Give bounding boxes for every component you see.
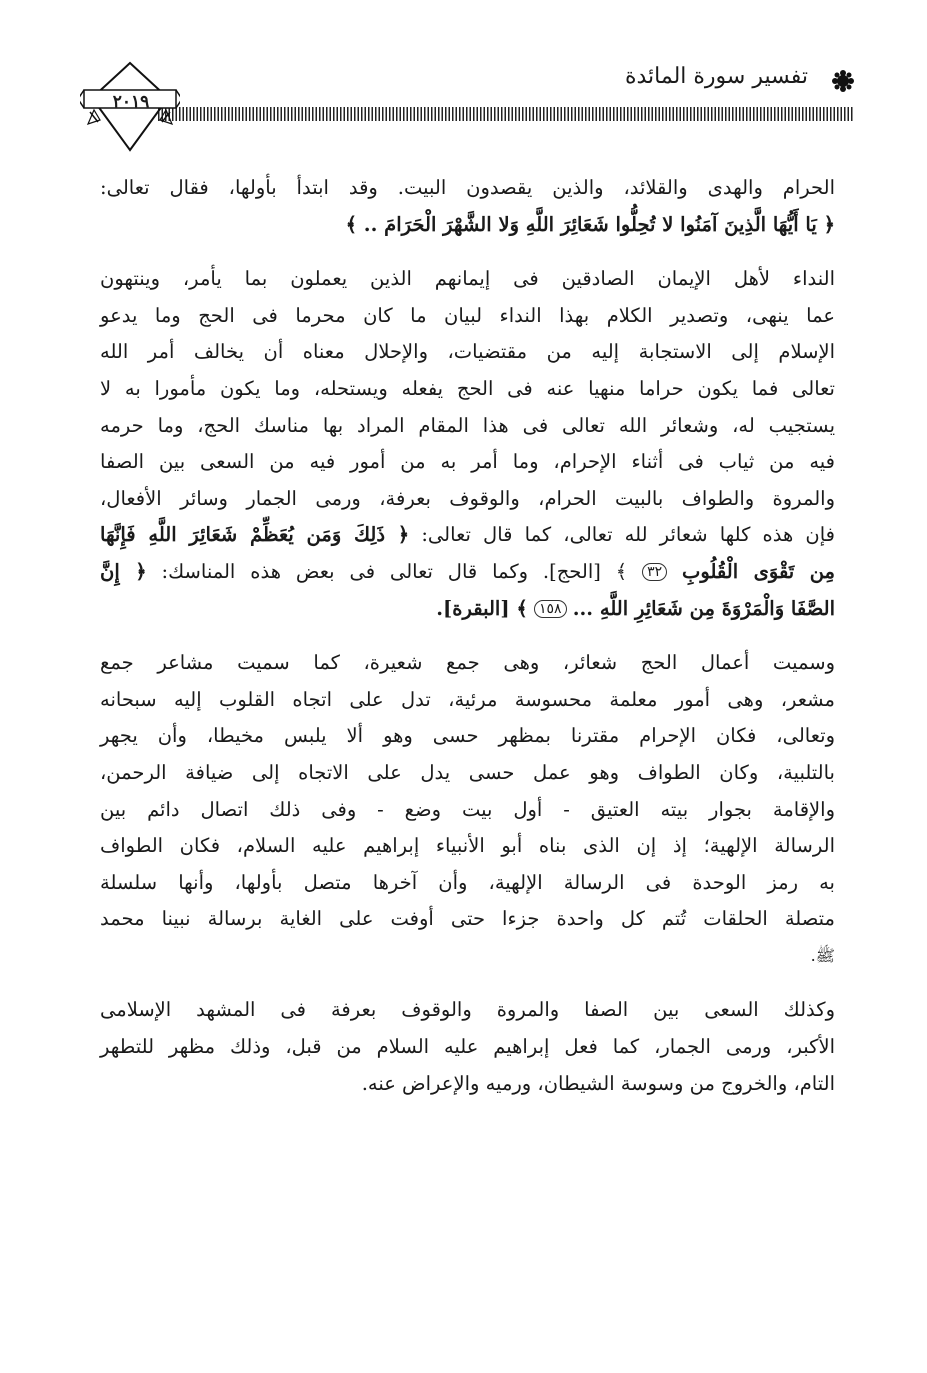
page-header: [80, 60, 860, 155]
ayah-number-badge: ٣٢: [642, 563, 667, 581]
quran-verse-line: ﴿ يَا أَيُّهَا الَّذِينَ آمَنُوا لا تُحِلُّوا شَعَائِرَ اللَّهِ وَلا الشَّهْرَ الْحَرَامَ .. ﴾: [345, 212, 835, 236]
quran-verse-segment: ﴿ إِنَّ: [100, 559, 147, 583]
text-line: [100, 517, 835, 554]
flower-ornament-icon: [832, 70, 854, 92]
paragraph-gap: [100, 243, 835, 261]
text-line: يستجيب له، وشعائر الله تعالى فى هذا المقام المراد بها مناسك الحج، وما حرمه: [100, 413, 835, 437]
text-line: تعالى فما يكون حراما منهيا عنه فى الحج يفعله ويستحله، وما يكون مأمورا به لا: [100, 376, 835, 400]
honorific-line: ﷺ.: [810, 945, 835, 965]
text-line: الأكبر، ورمى الجمار، كما فعل إبراهيم عليه السلام من قبل، وذلك مظهر للتطهر: [100, 1035, 835, 1059]
text-line: فيه من ثياب فى أثناء الإحرام، وما أمر به من أمور فيه من السعى بين الصفا: [100, 450, 835, 474]
text-line: متصلة الحلقات تُتم كل واحدة جزءا حتى أوفت على الغاية برسالة نبينا محمد: [100, 907, 835, 931]
text-line: بالتلبية، وكان الطواف وهو عمل حسى يدل على الاتجاه إلى ضيافة الرحمن،: [100, 760, 835, 784]
text-line: [100, 554, 835, 591]
text-segment: فإن هذه كلها شعائر لله تعالى، كما قال تعالى:: [421, 523, 835, 547]
text-line: الحرام والهدى والقلائد، والذين يقصدون البيت. وقد ابتدأ بأولها، فقال تعالى:: [100, 176, 835, 199]
text-segment: ﴾ [الحج]. وكما قال تعالى فى بعض هذه المناسك:: [161, 559, 628, 583]
text-line: وكذلك السعى بين الصفا والمروة والوقوف بعرفة فى المشهد الإسلامى: [100, 998, 835, 1022]
text-line: [100, 591, 835, 628]
quran-verse-segment: مِن تَقْوَى الْقُلُوبِ: [682, 559, 836, 583]
ayah-number-badge: ١٥٨: [534, 600, 567, 618]
paragraph-gap: [100, 974, 835, 992]
page-number-badge: [80, 60, 180, 155]
text-line: مشعر، وهى أمور معلمة محسوسة مرئية، تدل على اتجاه القلوب إليه سبحانه: [100, 687, 835, 711]
text-line: الرسالة الإلهية؛ إذ إن الذى بناه أبو الأنبياء إبراهيم عليه السلام، فكان الطواف: [100, 834, 835, 858]
page-body: [100, 170, 835, 1102]
text-line: الإسلام إلى الاستجابة إليه من مقتضيات، والإحلال معناه أن يخالف أمر الله: [100, 340, 835, 364]
page-number: ٢٠١٩: [112, 92, 150, 112]
text-line: التام، والخروج من وسوسة الشيطان، ورميه والإعراض عنه.: [361, 1071, 835, 1095]
quran-verse-segment: ﴿ ذَلِكَ وَمَن يُعَظِّمْ شَعَائِرَ اللَّهِ فَإِنَّهَا: [100, 523, 410, 547]
header-rule: [158, 107, 854, 121]
surah-reference: ﴾ [البقرة].: [436, 596, 528, 620]
text-line: النداء لأهل الإيمان الصادقين فى إيمانهم الذين يعملون بما يأمر، وينتهون: [100, 267, 835, 291]
text-line: والإقامة بجوار بيته العتيق - أول بيت وضع - وفى ذلك اتصال دائم بين: [100, 797, 835, 821]
text-line: وتعالى، فكان الإحرام مقترنا بمظهر حسى وهو ألا يلبس مخيطا، وأن يجهر: [100, 724, 835, 748]
text-line: عما ينهى، وتصدير الكلام بهذا النداء لبيان ما كان محرما فى الحج وما يدعو: [100, 303, 835, 327]
text-line: به رمز الوحدة فى الرسالة الإلهية، وأن آخرها متصل بأولها، وأنها سلسلة: [100, 870, 835, 894]
running-title: تفسير سورة المائدة: [624, 64, 808, 89]
paragraph-gap: [100, 627, 835, 645]
text-line: والمروة والطواف بالبيت الحرام، والوقوف بعرفة، ورمى الجمار وسائر الأفعال،: [100, 486, 835, 510]
quran-verse-segment: الصَّفَا وَالْمَرْوَةَ مِن شَعَائِرِ اللَّهِ ...: [572, 596, 835, 620]
text-line: وسميت أعمال الحج شعائر، وهى جمع شعيرة، كما سميت مشاعر جمع: [100, 651, 835, 675]
